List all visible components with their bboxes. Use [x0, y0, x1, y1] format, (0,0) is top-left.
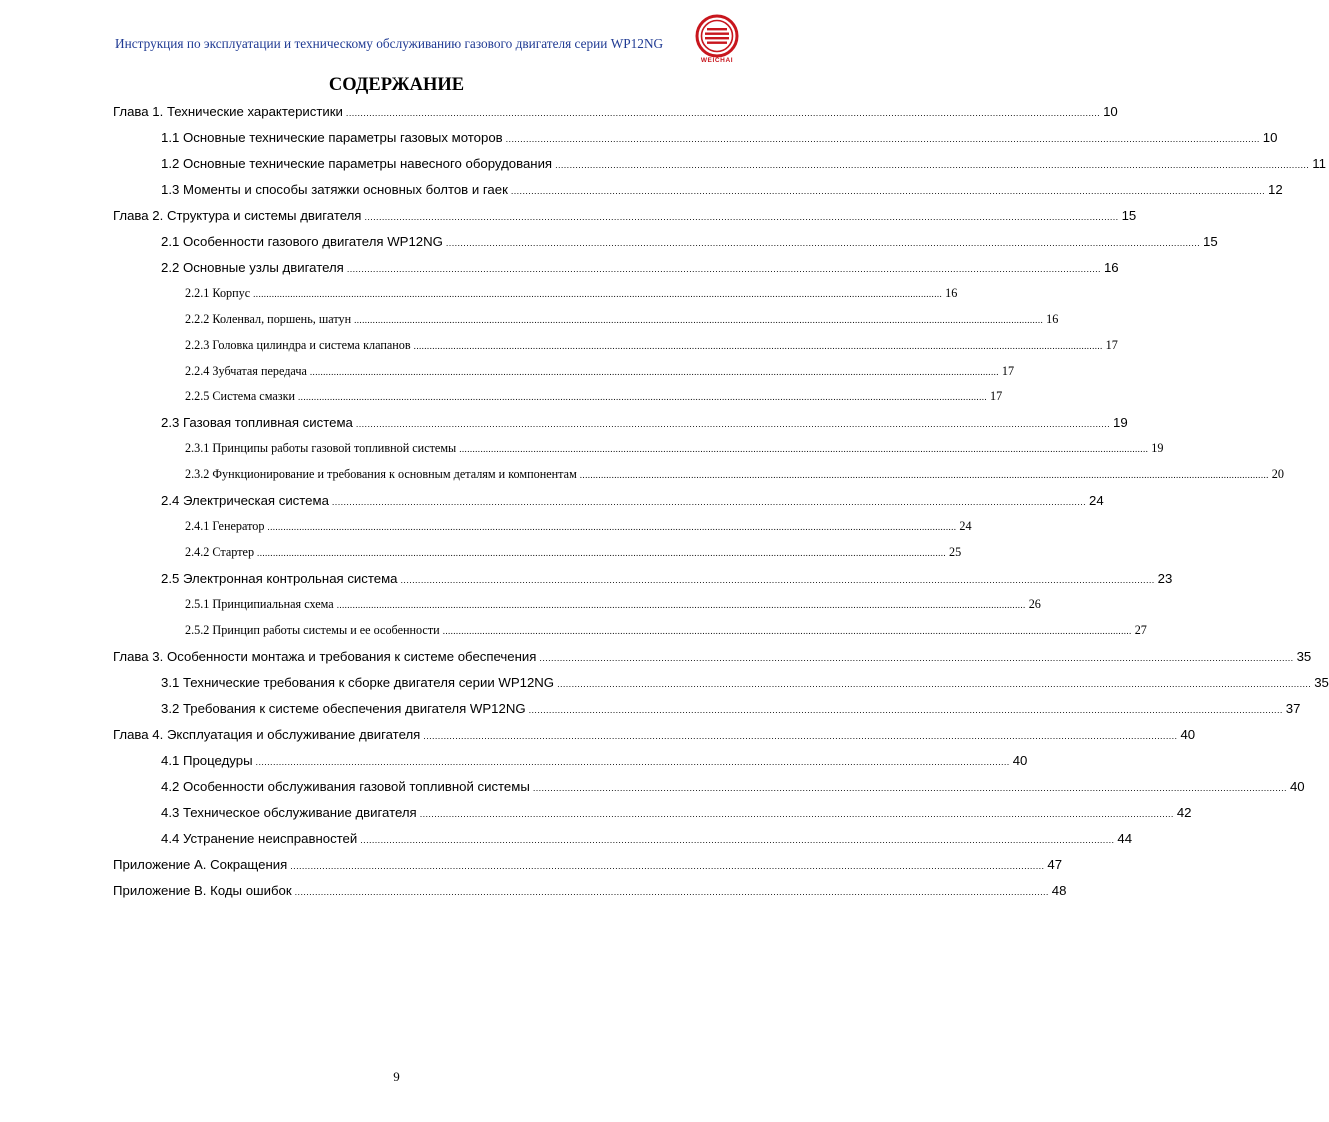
toc-entry[interactable] [161, 701, 1301, 721]
toc-entry-title: 2.5.1 Принципиальная схема [185, 597, 334, 611]
toc-leader-dots: .................................................................................................................................................................................................................................................................... [555, 160, 1310, 170]
toc-leader-dots: .................................................................................................................................................................................................................................................................... [442, 626, 1132, 636]
document-header-title: Инструкция по эксплуатации и техническому обслуживанию газового двигателя серии WP12NG [115, 36, 664, 51]
toc-leader-dots: .................................................................................................................................................................................................................................................................... [400, 575, 1155, 585]
toc-entry-page: 10 [1262, 130, 1278, 145]
toc-entry[interactable] [185, 519, 972, 539]
toc-leader-dots: .................................................................................................................................................................................................................................................................... [505, 134, 1260, 144]
toc-entry-page: 35 [1314, 675, 1329, 690]
toc-entry-title: 2.3.1 Принципы работы газовой топливной системы [185, 441, 457, 455]
toc-entry[interactable] [113, 727, 1196, 747]
toc-entry-title: 4.2 Особенности обслуживания газовой топливной системы [161, 779, 530, 794]
toc-entry[interactable] [113, 208, 1137, 228]
toc-entry-title: 2.4.1 Генератор [185, 519, 265, 533]
toc-entry-title: 3.2 Требования к системе обеспечения двигателя WP12NG [161, 701, 526, 716]
toc-entry-page: 17 [1105, 338, 1118, 352]
toc-leader-dots: .................................................................................................................................................................................................................................................................... [253, 289, 943, 299]
toc-leader-dots: .................................................................................................................................................................................................................................................................... [528, 705, 1283, 715]
contents-title: СОДЕРЖАНИЕ [328, 75, 465, 95]
toc-entry-page: 11 [1312, 156, 1326, 171]
toc-entry-page: 24 [959, 519, 972, 533]
toc-entry-title: 1.3 Моменты и способы затяжки основных болтов и гаек [161, 182, 508, 197]
toc-entry[interactable] [161, 753, 1028, 773]
toc-entry-title: Приложение А. Сокращения [113, 857, 288, 872]
logo-wordmark: WEICHAI [700, 57, 734, 64]
toc-entry-page: 17 [990, 389, 1003, 403]
toc-entry-page: 16 [1103, 260, 1119, 275]
toc-leader-dots: .................................................................................................................................................................................................................................................................... [579, 470, 1269, 480]
toc-leader-dots: .................................................................................................................................................................................................................................................................... [336, 600, 1026, 610]
toc-entry-title: 1.2 Основные технические параметры навесного оборудования [161, 156, 553, 171]
toc-entry-page: 15 [1121, 208, 1137, 223]
toc-entry-title: 2.2.4 Зубчатая передача [185, 364, 307, 378]
toc-entry[interactable] [161, 493, 1104, 513]
toc-entry-page: 19 [1151, 441, 1164, 455]
toc-entry[interactable] [161, 415, 1128, 435]
toc-entry-page: 12 [1267, 182, 1283, 197]
toc-entry-title: Глава 3. Особенности монтажа и требования к системе обеспечения [113, 649, 537, 664]
toc-leader-dots: .................................................................................................................................................................................................................................................................... [331, 497, 1087, 507]
toc-entry-title: 2.5.2 Принцип работы системы и ее особенности [185, 623, 440, 637]
toc-entry[interactable] [113, 883, 1067, 903]
toc-leader-dots: .................................................................................................................................................................................................................................................................... [309, 367, 999, 377]
toc-entry-page: 35 [1296, 649, 1312, 664]
toc-entry[interactable] [161, 234, 1218, 254]
toc-leader-dots: .................................................................................................................................................................................................................................................................... [267, 522, 957, 532]
toc-entry-page: 25 [949, 545, 962, 559]
toc-entry-title: 2.4 Электрическая система [161, 493, 329, 508]
toc-entry[interactable] [161, 156, 1326, 176]
toc-entry[interactable] [161, 182, 1283, 202]
toc-leader-dots: .................................................................................................................................................................................................................................................................... [364, 212, 1119, 222]
toc-leader-dots: .................................................................................................................................................................................................................................................................... [360, 835, 1115, 845]
toc-leader-dots: .................................................................................................................................................................................................................................................................... [255, 757, 1010, 767]
toc-entry[interactable] [161, 675, 1329, 695]
toc-entry[interactable] [161, 571, 1173, 591]
toc-entry-page: 26 [1028, 597, 1041, 611]
toc-entry-title: 2.3.2 Функционирование и требования к основным деталям и компонентам [185, 467, 577, 481]
toc-leader-dots: .................................................................................................................................................................................................................................................................... [539, 653, 1294, 663]
toc-entry-page: 16 [1046, 312, 1059, 326]
toc-leader-dots: .................................................................................................................................................................................................................................................................... [459, 444, 1149, 454]
toc-entry-title: 2.2.2 Коленвал, поршень, шатун [185, 312, 352, 326]
page-number: 9 [393, 1069, 400, 1084]
toc-entry-title: 1.1 Основные технические параметры газовых моторов [161, 130, 503, 145]
toc-entry-page: 40 [1289, 779, 1305, 794]
toc-leader-dots: .................................................................................................................................................................................................................................................................... [345, 108, 1101, 118]
toc-entry[interactable] [185, 364, 1015, 384]
toc-entry-title: 2.2 Основные узлы двигателя [161, 260, 344, 275]
toc-entry[interactable] [161, 805, 1192, 825]
weichai-logo-icon [695, 14, 739, 58]
toc-entry-title: 2.1 Особенности газового двигателя WP12NG [161, 234, 443, 249]
toc-entry-title: Глава 4. Эксплуатация и обслуживание двигателя [113, 727, 421, 742]
toc-entry[interactable] [113, 649, 1312, 669]
toc-leader-dots: .................................................................................................................................................................................................................................................................... [354, 315, 1044, 325]
toc-entry-title: 4.1 Процедуры [161, 753, 253, 768]
toc-entry-page: 24 [1089, 493, 1104, 508]
toc-entry[interactable] [185, 312, 1059, 332]
toc-entry-page: 16 [945, 286, 958, 300]
toc-entry-title: 2.2.3 Головка цилиндра и система клапанов [185, 338, 411, 352]
toc-entry-page: 47 [1047, 857, 1063, 872]
toc-entry-page: 19 [1113, 415, 1128, 430]
toc-leader-dots: .................................................................................................................................................................................................................................................................... [355, 419, 1110, 429]
toc-leader-dots: .................................................................................................................................................................................................................................................................... [298, 392, 988, 402]
toc-entry-page: 40 [1180, 727, 1196, 742]
toc-entry[interactable] [185, 389, 1003, 409]
toc-entry-page: 44 [1117, 831, 1133, 846]
toc-entry-page: 42 [1176, 805, 1192, 820]
toc-entry[interactable] [113, 104, 1118, 124]
toc-entry-title: 4.3 Техническое обслуживание двигателя [161, 805, 417, 820]
toc-entry-page: 10 [1103, 104, 1118, 119]
toc-entry-title: 2.2.1 Корпус [185, 286, 251, 300]
toc-leader-dots: .................................................................................................................................................................................................................................................................... [413, 341, 1103, 351]
toc-leader-dots: .................................................................................................................................................................................................................................................................... [423, 731, 1178, 741]
toc-entry[interactable] [161, 260, 1119, 280]
toc-entry-page: 37 [1285, 701, 1301, 716]
toc-entry-page: 27 [1134, 623, 1147, 637]
toc-entry[interactable] [185, 545, 962, 565]
toc-entry[interactable] [185, 467, 1284, 487]
toc-leader-dots: .................................................................................................................................................................................................................................................................... [510, 186, 1265, 196]
toc-entry[interactable] [161, 130, 1278, 150]
toc-entry-page: 40 [1012, 753, 1028, 768]
toc-entry-title: 2.4.2 Стартер [185, 545, 255, 559]
weichai-logo [691, 14, 743, 66]
toc-entry-page: 48 [1051, 883, 1067, 898]
toc-leader-dots: .................................................................................................................................................................................................................................................................... [532, 783, 1287, 793]
toc-entry[interactable] [185, 597, 1041, 617]
toc-entry-page: 23 [1157, 571, 1173, 586]
toc-entry-title: Глава 2. Структура и системы двигателя [113, 208, 362, 223]
toc-entry-title: 4.4 Устранение неисправностей [161, 831, 358, 846]
toc-leader-dots: .................................................................................................................................................................................................................................................................... [346, 264, 1101, 274]
toc-entry[interactable] [161, 831, 1133, 851]
toc-entry-title: 2.3 Газовая топливная система [161, 415, 353, 430]
toc-entry[interactable] [185, 441, 1164, 461]
toc-leader-dots: .................................................................................................................................................................................................................................................................... [445, 238, 1201, 248]
toc-leader-dots: .................................................................................................................................................................................................................................................................... [294, 887, 1049, 897]
toc-entry[interactable] [161, 779, 1305, 799]
toc-entry-title: 3.1 Технические требования к сборке двигателя серии WP12NG [161, 675, 555, 690]
toc-entry-title: 2.2.5 Система смазки [185, 389, 296, 403]
toc-entry-page: 15 [1203, 234, 1218, 249]
toc-leader-dots: .................................................................................................................................................................................................................................................................... [557, 679, 1312, 689]
toc-entry-title: 2.5 Электронная контрольная система [161, 571, 398, 586]
toc-entry-page: 20 [1271, 467, 1284, 481]
toc-leader-dots: .................................................................................................................................................................................................................................................................... [290, 861, 1045, 871]
toc-entry[interactable] [185, 286, 958, 306]
toc-entry[interactable] [113, 857, 1063, 877]
toc-entry[interactable] [185, 338, 1118, 358]
toc-entry-title: Приложение В. Коды ошибок [113, 883, 292, 898]
toc-entry-title: Глава 1. Технические характеристики [113, 104, 343, 119]
toc-leader-dots: .................................................................................................................................................................................................................................................................... [419, 809, 1174, 819]
toc-entry-page: 17 [1001, 364, 1015, 378]
toc-leader-dots: .................................................................................................................................................................................................................................................................... [257, 548, 947, 558]
toc-entry[interactable] [185, 623, 1147, 643]
